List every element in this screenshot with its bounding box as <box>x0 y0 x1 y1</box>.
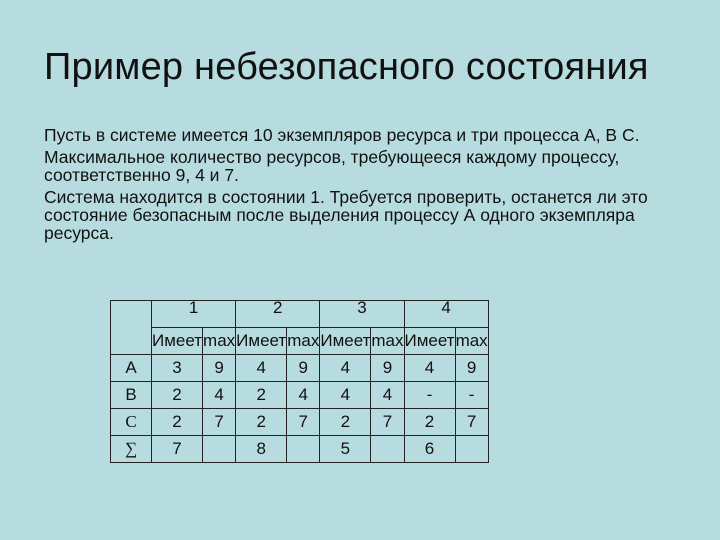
paragraph-resources: Пусть в системе имеется 10 экземпляров ресурса и три процесса А, В С. <box>44 125 640 145</box>
sub-header-max: max <box>203 328 236 355</box>
table-cell: 4 <box>371 382 404 409</box>
slide-title: Пример небезопасного состояния <box>44 46 649 88</box>
table-row-process-b <box>111 382 489 409</box>
table-cell: 7 <box>287 409 320 436</box>
table-cell: 2 <box>236 409 287 436</box>
table-cell: 7 <box>455 409 488 436</box>
table-row-sub-headers <box>111 328 489 355</box>
table-corner-cell <box>111 301 152 355</box>
table-cell: 4 <box>404 355 455 382</box>
paragraph-max-requirements: Максимальное количество ресурсов, требующееся каждому процессу, соответственно 9, 4 и 7. <box>44 147 620 185</box>
row-label: A <box>111 355 152 382</box>
paragraph-task: Система находится в состоянии 1. Требуется проверить, останется ли это состояние безопасным после выделения процессу А одного экземпляра ресурса. <box>44 187 648 243</box>
table-cell: 3 <box>152 355 203 382</box>
row-label: B <box>111 382 152 409</box>
table-cell: 4 <box>236 355 287 382</box>
table-cell <box>371 436 404 463</box>
table-cell: 9 <box>455 355 488 382</box>
table-cell: - <box>455 382 488 409</box>
table-row-process-c <box>111 409 489 436</box>
state-header-2: 2 <box>236 301 320 328</box>
sub-header-has: Имеет <box>404 328 455 355</box>
table-cell: 2 <box>152 382 203 409</box>
row-label-sum: ∑ <box>111 436 152 463</box>
table-cell: 2 <box>236 382 287 409</box>
sub-header-max: max <box>287 328 320 355</box>
sub-header-max: max <box>371 328 404 355</box>
table-cell: 7 <box>371 409 404 436</box>
table-cell: 4 <box>320 355 371 382</box>
sub-header-has: Имеет <box>236 328 287 355</box>
sub-header-has: Имеет <box>320 328 371 355</box>
table-cell: 2 <box>404 409 455 436</box>
state-header-3: 3 <box>320 301 404 328</box>
state-table <box>110 300 489 463</box>
table-cell: 5 <box>320 436 371 463</box>
state-header-1: 1 <box>152 301 236 328</box>
state-header-4: 4 <box>404 301 488 328</box>
table-cell: 4 <box>320 382 371 409</box>
table-cell: 6 <box>404 436 455 463</box>
row-label: C <box>111 409 152 436</box>
sub-header-has: Имеет <box>152 328 203 355</box>
table-cell: 7 <box>203 409 236 436</box>
table-cell: 9 <box>371 355 404 382</box>
table-cell <box>287 436 320 463</box>
sub-header-max: max <box>455 328 488 355</box>
table-row-process-a <box>111 355 489 382</box>
table-cell: 2 <box>320 409 371 436</box>
body-text <box>44 126 694 246</box>
table-row-sum <box>111 436 489 463</box>
table-cell <box>203 436 236 463</box>
table-cell: 7 <box>152 436 203 463</box>
table-row-state-headers <box>111 301 489 328</box>
table-cell: 4 <box>203 382 236 409</box>
table-cell: - <box>404 382 455 409</box>
table-cell: 2 <box>152 409 203 436</box>
table-cell: 8 <box>236 436 287 463</box>
table-cell <box>455 436 488 463</box>
table-cell: 9 <box>287 355 320 382</box>
table-cell: 9 <box>203 355 236 382</box>
table-cell: 4 <box>287 382 320 409</box>
